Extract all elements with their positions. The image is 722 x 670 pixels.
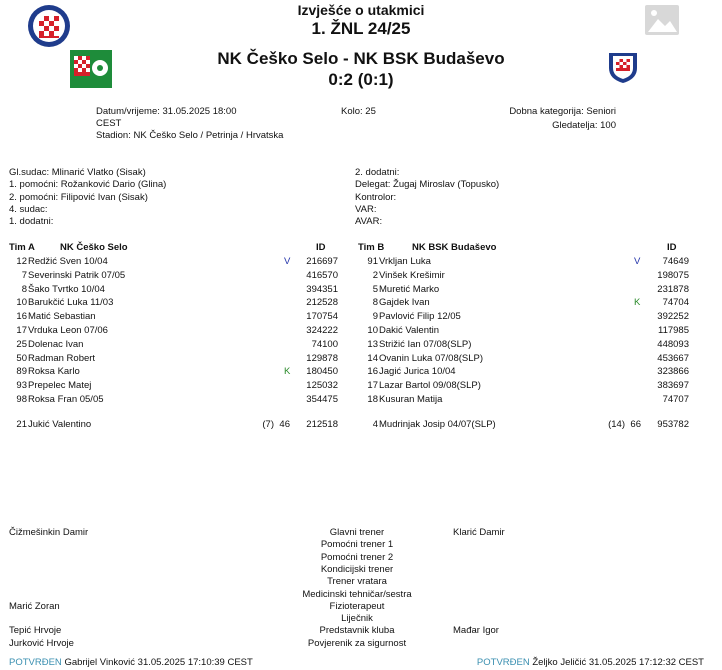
- player-id: 74704: [662, 297, 689, 309]
- official-right-line: Delegat: Žugaj Miroslav (Topusko): [355, 179, 500, 191]
- player-name: Vrduka Leon 07/06: [28, 325, 108, 336]
- player-number: 10: [16, 297, 27, 309]
- team-b-name: NK BSK Budaševo: [412, 242, 497, 253]
- official-left-line: 4. sudac:: [9, 203, 48, 215]
- player-name: Jagić Jurica 10/04: [379, 366, 456, 378]
- staff-role: Pomoćni trener 1: [320, 539, 394, 551]
- official-left-line: 2. pomoćni: Filipović Ivan (Sisak): [9, 191, 148, 203]
- player-id: 212528: [306, 297, 338, 309]
- player-name: Dolenac Ivan: [28, 338, 84, 350]
- captain-marker: K: [634, 297, 641, 309]
- staff-role: Liječnik: [341, 613, 373, 625]
- team-a-label: Tim A: [9, 242, 35, 253]
- staff-role: Fizioterapeut: [329, 600, 385, 612]
- staff-role: Medicinski tehničar/sestra: [302, 588, 412, 600]
- player-id: 170754: [306, 311, 338, 323]
- sub-id: 212518: [306, 419, 338, 430]
- match-stadium: Stadion: NK Češko Selo / Petrinja / Hrvatska: [96, 130, 284, 141]
- player-number: 8: [372, 297, 378, 309]
- player-number: 13: [367, 338, 378, 350]
- team-b-label: Tim B: [358, 242, 385, 253]
- player-name: Barukčić Luka 11/03: [28, 297, 114, 309]
- player-name: Matić Sebastian: [28, 311, 96, 323]
- team-b-id-header: ID: [667, 242, 677, 253]
- player-id: 323866: [657, 366, 689, 378]
- staff-home-person: Čižmešinkin Damir: [9, 527, 89, 538]
- player-id: 198075: [657, 269, 689, 281]
- player-number: 14: [367, 352, 378, 364]
- staff-away-person: Klarić Damir: [453, 527, 505, 538]
- staff-home-person: Jurković Hrvoje: [9, 637, 74, 649]
- player-id: 383697: [657, 380, 689, 392]
- match-score: 0:2 (0:1): [328, 70, 394, 89]
- player-id: 125032: [306, 380, 338, 392]
- age-category: Dobna kategorija: Seniori: [509, 106, 616, 117]
- player-id: 74100: [311, 338, 338, 350]
- player-name: Severinski Patrik 07/05: [28, 269, 126, 281]
- sub-name: Mudrinjak Josip 04/07(SLP): [379, 419, 496, 430]
- player-name: Prepelec Matej: [28, 380, 92, 392]
- goalkeeper-marker: V: [634, 256, 641, 267]
- confirmed-by-right: Željko Jeličić 31.05.2025 17:12:32 CEST: [532, 657, 704, 668]
- match-datetime: Datum/vrijeme: 31.05.2025 18:00: [96, 106, 237, 117]
- player-number: 91: [367, 256, 378, 267]
- player-name: Kusuran Matija: [379, 394, 443, 405]
- player-id: 453667: [657, 352, 689, 364]
- player-number: 12: [16, 256, 27, 267]
- official-right-line: AVAR:: [355, 216, 383, 228]
- player-number: 50: [16, 352, 27, 364]
- player-number: 16: [367, 366, 378, 378]
- staff-home-person: Marić Zoran: [9, 600, 60, 612]
- sub-minute: 66: [630, 419, 641, 430]
- player-name: Roksa Karlo: [28, 366, 80, 378]
- team-a-name: NK Češko Selo: [60, 242, 128, 253]
- footer-left: [9, 657, 253, 668]
- player-number: 17: [367, 380, 378, 392]
- sub-replaced: (14): [608, 419, 625, 430]
- player-number: 9: [372, 311, 378, 323]
- player-name: Šako Tvrtko 10/04: [28, 283, 105, 295]
- confirmed-by-left: Gabrijel Vinković 31.05.2025 17:10:39 CEST: [64, 657, 253, 668]
- player-name: Gajdek Ivan: [379, 297, 430, 309]
- player-number: 89: [16, 366, 27, 378]
- staff-role: Trener vratara: [327, 576, 387, 588]
- player-name: Roksa Fran 05/05: [28, 394, 104, 405]
- staff-role: Predstavnik kluba: [319, 625, 395, 637]
- sub-minute: 46: [279, 419, 290, 430]
- player-number: 18: [367, 394, 378, 405]
- competition-title: 1. ŽNL 24/25: [311, 19, 411, 38]
- report-title: Izvješće o utakmici: [297, 2, 425, 18]
- match-timezone: CEST: [96, 118, 122, 129]
- spectators-count: Gledatelja: 100: [552, 120, 616, 131]
- footer-right: [477, 657, 704, 668]
- captain-marker: K: [284, 366, 291, 378]
- player-name: Vrkljan Luka: [379, 256, 431, 267]
- player-name: Pavlović Filip 12/05: [379, 311, 461, 323]
- match-round: Kolo: 25: [341, 106, 376, 117]
- staff-role: Pomoćni trener 2: [320, 551, 394, 563]
- staff-role: Glavni trener: [329, 527, 385, 538]
- player-number: 5: [372, 283, 378, 295]
- official-right-line: Kontrolor:: [355, 191, 397, 203]
- sub-replaced: (7): [262, 419, 274, 430]
- player-number: 8: [21, 283, 27, 295]
- player-number: 25: [16, 338, 27, 350]
- player-name: Ovanin Luka 07/08(SLP): [379, 352, 484, 364]
- player-id: 74707: [662, 394, 689, 405]
- official-left-line: 1. pomoćni: Rožanković Dario (Glina): [9, 179, 167, 191]
- player-number: 93: [16, 380, 27, 392]
- official-left-line: Gl.sudac: Mlinarić Vlatko (Sisak): [9, 167, 146, 178]
- staff-role: Kondicijski trener: [320, 563, 394, 575]
- player-id: 394351: [306, 283, 338, 295]
- player-name: Dakić Valentin: [379, 325, 440, 336]
- sub-number: 4: [372, 419, 378, 430]
- player-id: 416570: [306, 269, 338, 281]
- player-id: 180450: [306, 366, 338, 378]
- staff-home-person: Tepić Hrvoje: [9, 625, 62, 637]
- player-name: Muretić Marko: [379, 283, 440, 295]
- sub-number: 21: [16, 419, 27, 430]
- player-id: 354475: [306, 394, 338, 405]
- sub-id: 953782: [657, 419, 689, 430]
- confirmed-status-right: POTVRĐEN: [476, 657, 530, 668]
- match-title: NK Češko Selo - NK BSK Budaševo: [217, 49, 505, 68]
- player-name: Strižić Ian 07/08(SLP): [379, 338, 472, 350]
- official-right-line: VAR:: [355, 203, 377, 215]
- player-id: 231878: [657, 283, 689, 295]
- player-name: Redžić Sven 10/04: [28, 256, 108, 267]
- confirmed-status-left: POTVRĐEN: [9, 657, 62, 668]
- player-number: 98: [16, 394, 27, 405]
- goalkeeper-marker: V: [284, 256, 291, 267]
- player-name: Vinšek Krešimir: [379, 269, 445, 281]
- player-id: 74649: [662, 256, 689, 267]
- player-number: 2: [372, 269, 378, 281]
- player-id: 392252: [657, 311, 689, 323]
- player-id: 448093: [657, 338, 689, 350]
- official-right-line: 2. dodatni:: [355, 167, 400, 178]
- team-a-id-header: ID: [316, 242, 326, 253]
- sub-name: Jukić Valentino: [28, 419, 92, 430]
- player-number: 17: [16, 325, 27, 336]
- player-number: 10: [367, 325, 378, 336]
- player-name: Radman Robert: [28, 352, 96, 364]
- player-id: 324222: [306, 325, 338, 336]
- player-id: 117985: [658, 325, 689, 336]
- player-number: 7: [21, 269, 27, 281]
- player-number: 16: [16, 311, 27, 323]
- official-left-line: 1. dodatni:: [9, 216, 54, 228]
- player-id: 129878: [306, 352, 338, 364]
- player-name: Lazar Bartol 09/08(SLP): [379, 380, 481, 392]
- staff-role: Povjerenik za sigurnost: [307, 637, 407, 649]
- staff-away-person: Mađar Igor: [453, 625, 499, 637]
- player-id: 216697: [306, 256, 338, 267]
